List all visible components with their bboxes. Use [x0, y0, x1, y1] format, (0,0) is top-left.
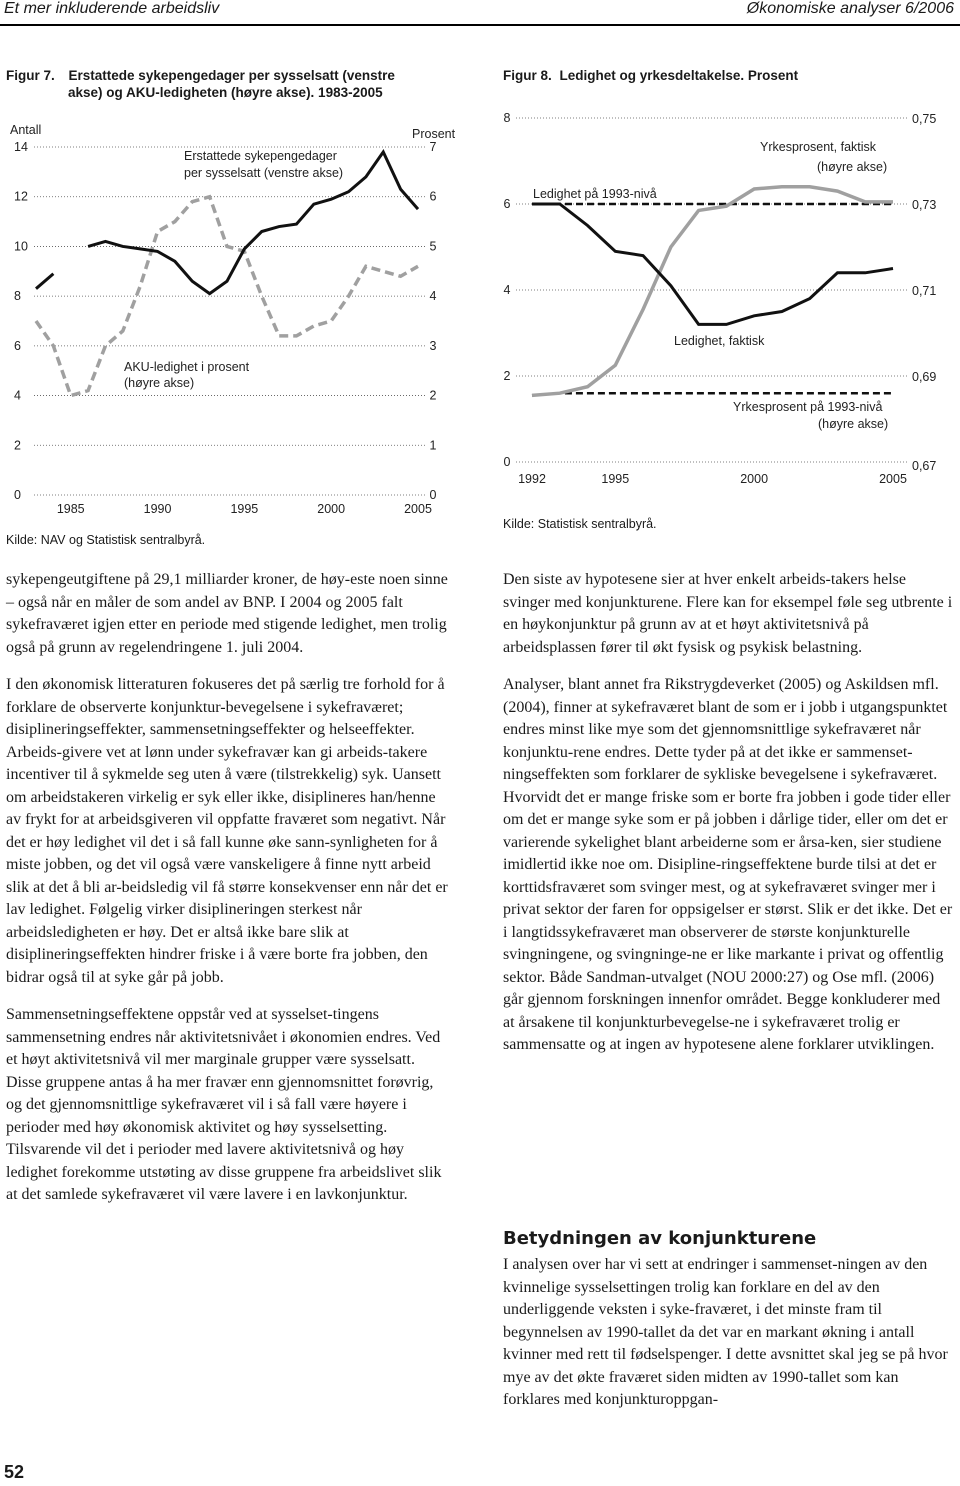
- f7-x-tick: 2000: [317, 502, 346, 516]
- f7-gridlines: [34, 147, 426, 495]
- running-header-left: Et mer inkluderende arbeidsliv: [4, 0, 220, 17]
- figure8-chart: [490, 100, 960, 500]
- f7-left-tick: 4: [14, 388, 21, 403]
- f8-label-particip-1: Yrkesprosent, faktisk: [760, 140, 877, 154]
- f7-sickdays-line: [36, 274, 53, 289]
- running-header-right: Økonomiske analyser 6/2006: [746, 0, 954, 17]
- right-column: [503, 569, 953, 1057]
- f8-label-unemp-1993: Ledighet på 1993-nivå: [533, 187, 657, 201]
- f7-left-axis-title: Antall: [10, 123, 42, 137]
- paragraph: Den siste av hypotesene sier at hver enkelt arbeids-takers helse svinger med konjunkturene. Flere kan for eksempel føle seg utbrente i en høykonjunktur på grunn av at et høyt aktivitetsnivå på arbeidsplassen fører til økt fysisk og psykisk belastning.: [503, 571, 953, 656]
- f8-left-tick: 0: [503, 455, 511, 469]
- page-number: 52: [4, 1462, 25, 1482]
- f7-x-tick-labels: [57, 502, 432, 516]
- f8-x-tick-labels: [518, 472, 907, 486]
- f7-right-tick: 3: [429, 338, 437, 353]
- f8-label-unemp: Ledighet, faktisk: [674, 334, 765, 348]
- f7-right-tick: 1: [429, 438, 437, 453]
- f8-label-particip-1993-1: Yrkesprosent på 1993-nivå: [733, 400, 883, 414]
- f7-x-tick: 1995: [230, 502, 259, 516]
- f8-x-tick: 1992: [518, 472, 546, 486]
- f7-right-tick: 0: [429, 488, 437, 502]
- figure8-source: Kilde: Statistisk sentralbyrå.: [503, 517, 657, 531]
- f7-right-tick: 6: [429, 189, 437, 204]
- section-heading: Betydningen av konjunkturene: [503, 1228, 817, 1249]
- f8-series-lines: [532, 187, 893, 396]
- f7-right-tick-labels: [430, 140, 437, 502]
- figure7-title-line1: Erstattede sykepengedager per sysselsatt (venstre: [68, 68, 395, 83]
- f8-right-tick: 0,67: [912, 459, 937, 473]
- f7-right-axis-title: Prosent: [412, 127, 456, 141]
- left-column: [6, 569, 451, 1207]
- f8-right-tick: 0,69: [912, 370, 937, 384]
- f7-right-tick: 2: [429, 388, 437, 403]
- f7-label-sick-2: per sysselsatt (venstre akse): [184, 166, 344, 180]
- figure7-chart: [0, 112, 470, 522]
- right-column-after-heading: [503, 1254, 953, 1412]
- f8-right-tick: 0,75: [912, 112, 937, 126]
- f8-x-tick: 2005: [879, 472, 907, 486]
- paragraph: I den økonomisk litteraturen fokuseres det på særlig tre forhold for å forklare de observerte konjunktur-bevegelsene i sykefraværet; disiplineringseffekter, sammensetningseffekter og helseeffekter. Arbeids-givere vet at lønn under sykefravær kan gi arbeids-takere incentiver til å sykmelde seg uten å være (tilstrekkelig) syk. Uansett om arbeidstakeren virkelig er syk eller ikke, disiplineres han/henne av frykt for at arbeidsgiveren vil oppfatte fraværet som negativt. Når det er høy ledighet vil det i så fall kunne øke sann-synligheten for å miste jobben, og det vil også være vanskeligere å finne nytt arbeid slik at det å bli ar-beidsledig vil få større konsekvenser enn når det er lav ledighet. Følgelig virker disiplineringen sterkest når arbeidsledigheten er høy. Det er altså ikke bare slik at disiplineringseffekten hindrer friske i å være borte fra jobben, den bidrar også til at syke går på jobb.: [6, 676, 448, 986]
- f7-label-unemp-1: AKU-ledighet i prosent: [124, 360, 250, 374]
- figure7-title: [6, 67, 456, 101]
- f7-right-tick: 5: [429, 239, 437, 254]
- f8-left-tick: 4: [503, 283, 511, 297]
- figure7-title-line2: akse) og AKU-ledigheten (høyre akse). 1983-2005: [68, 85, 383, 100]
- f7-left-tick: 14: [14, 140, 28, 154]
- f8-participation-1993-line: [532, 393, 893, 395]
- f8-right-tick: 0,73: [912, 198, 937, 212]
- f8-right-tick-labels: [912, 112, 936, 473]
- f8-left-tick-labels: [504, 111, 511, 469]
- f7-label-sick-1: Erstattede sykepengedager: [184, 149, 337, 163]
- f8-x-tick: 1995: [601, 472, 630, 486]
- f7-x-tick: 2005: [404, 502, 432, 516]
- f7-x-tick: 1990: [143, 502, 172, 516]
- f7-left-tick: 6: [14, 338, 21, 353]
- f8-x-tick: 2000: [740, 472, 769, 486]
- f8-participation-line: [532, 187, 893, 396]
- f7-left-tick: 12: [14, 189, 28, 204]
- f7-left-tick: 8: [14, 289, 21, 304]
- header-rule: [0, 24, 960, 26]
- figure8-label: Figur 8.: [503, 68, 552, 83]
- f8-label-particip-1993-2: (høyre akse): [818, 417, 889, 431]
- f8-left-tick: 2: [503, 369, 511, 383]
- f8-label-particip-2: (høyre akse): [817, 160, 888, 174]
- f7-x-tick: 1985: [56, 502, 85, 516]
- paragraph: sykepengeutgiftene på 29,1 milliarder kroner, de høy-este noen sinne – også når en måler de som andel av BNP. I 2004 og 2005 falt sykefraværet igjen etter en periode med stigende ledighet, men trolig også på grunn av regelendringene 1. juli 2004.: [6, 571, 448, 656]
- f8-right-tick: 0,71: [912, 284, 937, 298]
- f8-unemployment-line: [532, 204, 893, 324]
- figure8-title-text: Ledighet og yrkesdeltakelse. Prosent: [559, 68, 799, 83]
- paragraph: I analysen over har vi sett at endringer i sammenset-ningen av den kvinnelige sysselsettingen trolig kan forklare en del av den underliggende veksten i syke-fraværet, i det minste fram til begynnelsen av 1990-tallet da det var en markant økning i antall kvinner med rett til fødselspenger. I dette avsnittet skal jeg se på hvor mye av det økte fraværet siden midten av 1990-tallet som kan forklares med konjunkturoppgan-: [503, 1256, 948, 1408]
- paragraph: Analyser, blant annet fra Rikstrygdeverket (2005) og Askildsen mfl. (2004), finner at sykefraværet blant de som er i jobb i utgangspunktet endres minst like mye som det gjennomsnittlige sykefraværet når konjunktu-rene endres. Dette tyder på at det ikke er sammenset-ningseffekten som forklarer de sykliske bevegelsene i sykefraværet. Hvorvidt det er mange friske som er borte fra jobben i gode tider eller om det er mange syke som er på jobben i dårlige tider, eller om det er varierende sykelighet blant arbeiderne som er årsa-ken, sier studiene imidlertid ikke noe om. Disipline-ringseffektene burde tilsi at det er korttidsfraværet som svinger mest, og at sykefraværet svinger mer i privat sektor der faren for oppsigelser er størst. Slik er det ikke. Det er i langtidssykefraværet man observerer de største konjunkturelle svingningene, og svingninge-ne er like markante i privat og offentlig sektor. Både Sandman-utvalget (NOU 2000:27) og Ose mfl. (2006) går gjennom forskningen innenfor området. Begge konkluderer med at årsakene til konjunkturbevegelse-ne i sykefraværet trolig er sammensatte og at ingen av hypotesene alene forklarer utviklingen.: [503, 676, 953, 1053]
- f8-left-tick: 6: [503, 197, 511, 211]
- f7-right-tick: 4: [429, 289, 437, 304]
- f7-left-tick-labels: [14, 140, 28, 502]
- f7-left-tick: 0: [14, 488, 21, 502]
- f7-label-unemp-2: (høyre akse): [124, 376, 195, 390]
- figure7-source: Kilde: NAV og Statistisk sentralbyrå.: [6, 533, 206, 547]
- f7-left-tick: 2: [14, 438, 21, 453]
- figure8-title: [503, 67, 953, 84]
- paragraph: Sammensetningseffektene oppstår ved at sysselset-tingens sammensetning endres når aktivitetsnivået i økonomien endres. Ved et høyt aktivitetsnivå vil mer marginale grupper være sysselsatt. Disse gruppene antas å ha mer fravær enn gjennomsnittet forøvrig, og det gjennomsnittlige sykefraværet vil i så fall være høyere i perioder med høy økonomisk aktivitet og høy sysselsetting. Tilsvarende vil det i perioder med lavere aktivitetsnivå og høy ledighet forekomme utstøting av disse gruppene fra arbeidslivet slik at det samlede sykefraværet vil være lavere i en lavkonjunktur.: [6, 1006, 442, 1203]
- f7-left-tick: 10: [14, 239, 28, 254]
- f8-left-tick: 8: [503, 111, 511, 125]
- f7-right-tick: 7: [429, 140, 437, 154]
- figure7-label: Figur 7.: [6, 68, 55, 83]
